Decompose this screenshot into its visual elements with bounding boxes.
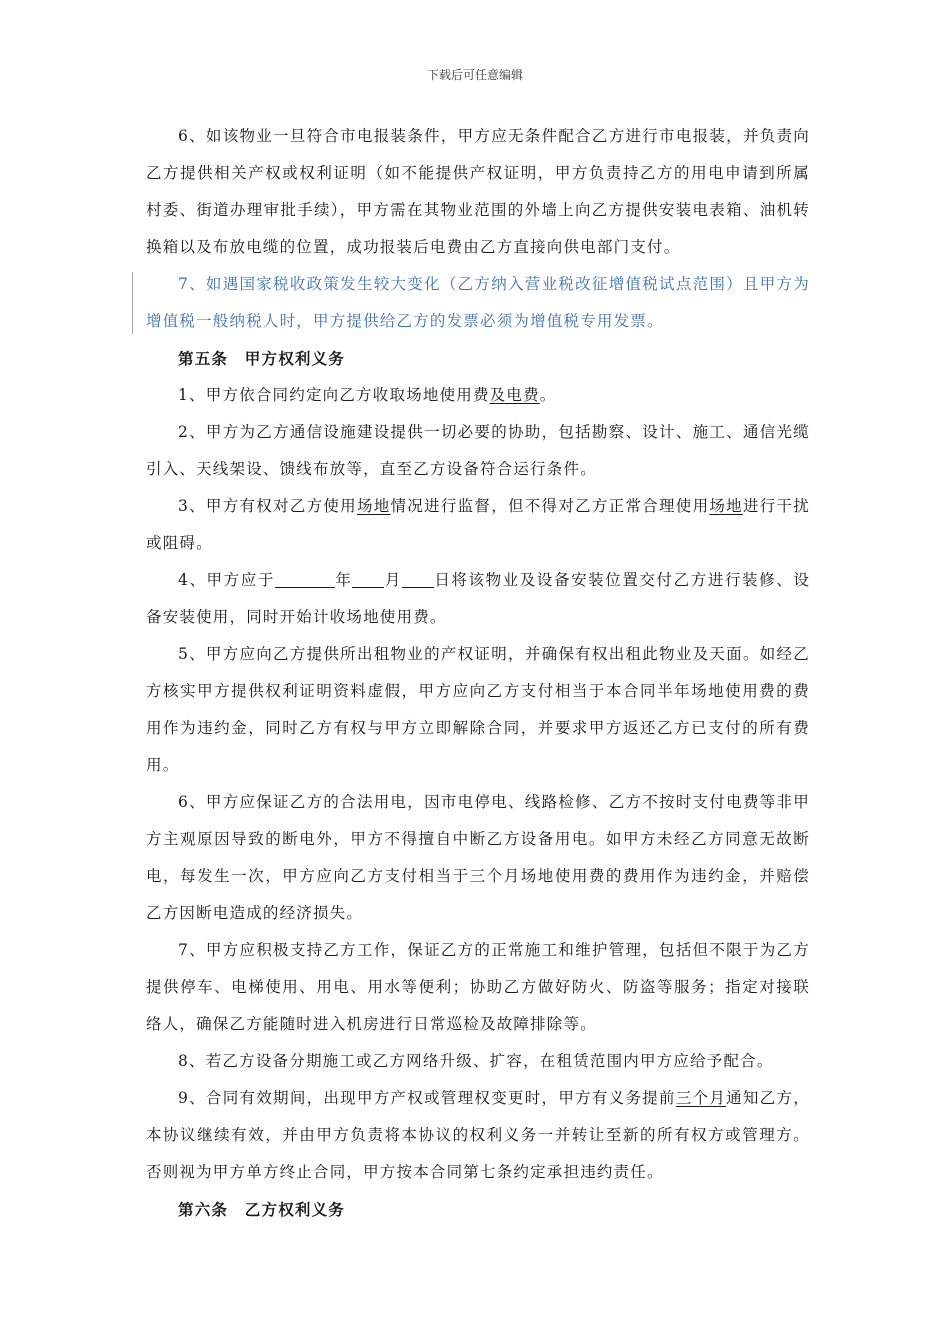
article-5-item-8: 8、若乙方设备分期施工或乙方网络升级、扩容，在租赁范围内甲方应给予配合。 [178,1052,774,1070]
document-body [146,118,810,1228]
article-6-heading: 第六条 乙方权利义务 [178,1200,346,1219]
item-1-text: 1、甲方依合同约定向乙方收取场地使用费 [178,386,490,404]
month-blank [352,572,384,589]
item-3-text-3: 进行干扰或阻碍。 [146,497,810,552]
item-4-text-2: 日将该物业及设备安装位置交付乙方进行装修、设备安装使用，同时开始计收场地使用费。 [146,571,811,626]
article-5-heading: 第五条 甲方权利义务 [178,349,346,368]
item-3-text-2: 情况进行监督，但不得对乙方正常合理使用 [390,497,710,515]
article-5-item-9 [146,1080,810,1191]
item-9-text-2: 通知乙方，本协议继续有效，并由甲方负责将本协议的权利义务一并转让至新的所有权方或管理方。否则视为甲方单方终止合同，甲方按本合同第七条约定承担违约责任。 [146,1089,810,1181]
item-9-underlined: 三个月 [675,1089,727,1107]
article-5-item-7: 7、甲方应积极支持乙方工作，保证乙方的正常施工和维护管理，包括但不限于为乙方提供停车、电梯使用、用电、用水等便利；协助乙方做好防火、防盗等服务；指定对接联络人，确保乙方能随时进入机房进行日常巡检及故障排除等。 [146,941,810,1033]
item-3-underlined-2: 场地 [709,497,743,515]
day-blank [402,572,434,589]
item-9-text-1: 9、合同有效期间，出现甲方产权或管理权变更时，甲方有义务提前 [178,1089,676,1107]
item-1-underlined: 及电费 [489,386,540,404]
article-5-item-5: 5、甲方应向乙方提供所出租物业的产权证明，并确保有权出租此物业及天面。如经乙方核实甲方提供权利证明资料虚假，甲方应向乙方支付相当于本合同半年场地使用费的费用作为违约金，同时乙方有权与甲方立即解除合同，并要求甲方返还乙方已支付的所有费用。 [146,645,810,774]
article-5-item-2: 2、甲方为乙方通信设施建设提供一切必要的协助，包括勘察、设计、施工、通信光缆引入、天线架设、馈线布放等，直至乙方设备符合运行条件。 [146,423,810,478]
item-4-year: 年 [334,571,353,589]
article-5-item-3 [146,488,810,562]
year-blank [275,572,335,589]
item-3-text-1: 3、甲方有权对乙方使用 [178,497,357,515]
clause-7-tax-invoice: 7、如遇国家税收政策发生较大变化（乙方纳入营业税改征增值税试点范围）且甲方为增值税一般纳税人时，甲方提供给乙方的发票必须为增值税专用发票。 [146,275,810,330]
item-4-text-1: 4、甲方应于 [178,571,275,589]
article-5-item-4 [146,562,810,636]
item-1-end: 。 [539,386,557,404]
article-5-item-1 [146,377,810,414]
clause-6-power-application: 6、如该物业一旦符合市电报装条件，甲方应无条件配合乙方进行市电报装，并负责向乙方提供相关产权或权利证明（如不能提供产权证明，甲方负责持乙方的用电申请到所属村委、街道办理审批手续），甲方需在其物业范围的外墙上向乙方提供安装电表箱、油机转换箱以及布放电缆的位置，成功报装后电费由乙方直接向供电部门支付。 [146,127,810,256]
item-4-month: 月 [384,571,402,589]
item-3-underlined-1: 场地 [356,497,391,515]
revision-bar [132,272,133,334]
page-header: 下载后可任意编辑 [426,68,523,82]
article-5-item-6: 6、甲方应保证乙方的合法用电，因市电停电、线路检修、乙方不按时支付电费等非甲方主观原因导致的断电外，甲方不得擅自中断乙方设备用电。如甲方未经乙方同意无故断电，每发生一次，甲方应向乙方支付相当于三个月场地使用费的费用作为违约金，并赔偿乙方因断电造成的经济损失。 [146,793,810,922]
